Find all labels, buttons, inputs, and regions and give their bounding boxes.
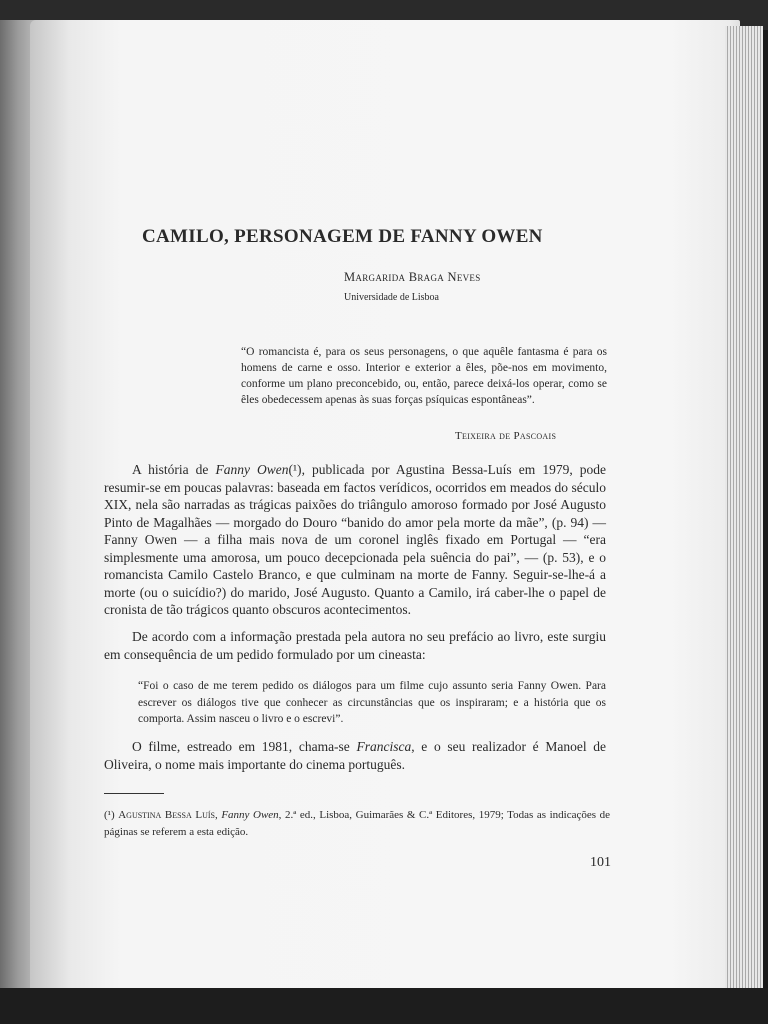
footnote bbox=[104, 807, 610, 841]
body-paragraph-1 bbox=[104, 461, 606, 619]
film-title-italic: Francisca bbox=[356, 739, 412, 754]
author-name: Margarida Braga Neves bbox=[344, 270, 481, 284]
scan-bottom-edge bbox=[0, 988, 768, 1024]
body-text-run: A história de bbox=[132, 462, 216, 477]
footnote-separator bbox=[104, 793, 164, 794]
footnote-text: , 2.ª ed., Lisboa, Guimarães & C.ª Editores, 1979; Todas as indicações de páginas se referem a esta edição. bbox=[104, 809, 611, 838]
block-quote: “Foi o caso de me terem pedido os diálogos para um filme cujo assunto seria Fanny Owen. Para escrever os diálogos tive que conhecer as circunstâncias que os inspiraram; e a história que os comporta. Assim nasceu o livro e o escrevi”. bbox=[138, 680, 606, 725]
footnote-reference: (¹) bbox=[288, 462, 302, 477]
body-paragraph-2 bbox=[104, 628, 606, 663]
footnote-work-title: Fanny Owen bbox=[221, 809, 279, 821]
footnote-marker: (¹) bbox=[104, 809, 119, 821]
article-title: CAMILO, PERSONAGEM DE FANNY OWEN bbox=[142, 226, 543, 247]
epigraph: “O romancista é, para os seus personagens, o que aquêle fantasma é para os homens de carne e osso. Interior e exterior a êles, põe-nos em movimento, conforme um plano preconcebido, ou, então, parece deixá-los operar, como se êles obedecessem apenas às suas forças psíquicas espontâneas”. bbox=[241, 346, 607, 406]
body-text-run: , e o seu realizador é Manoel de Oliveira, o nome mais importante do cinema português. bbox=[104, 739, 606, 772]
footnote-author: Agustina Bessa Luís bbox=[118, 809, 215, 821]
book-title-italic: Fanny Owen bbox=[215, 462, 289, 477]
body-text-run: O filme, estreado em 1981, chama-se bbox=[132, 739, 357, 754]
body-text-run: , publicada por Agustina Bessa-Luís em 1979, pode resumir-se em poucas palavras: baseada em factos verídicos, ocorridos em meados do século XIX, nela são narradas as trágicas paixões do triângulo amoroso formado por José Augusto Pinto de Magalhães — morgado do Douro “banido do amor pela morte da mãe”, (p. 94) — Fanny Owen — a filha mais nova de um coronel inglês fixado em Portugal — “era simplesmente uma amorosa, um pouco decepcionada pela suência do pai”, — (p. 53), e o romancista Camilo Castelo Branco, e que culminam na morte de Fanny. Seguir-se-lhe-á a morte (ou o suicídio?) do marido, José Augusto. Quanto a Camilo, irá caber-lhe o papel de cronista de tão trágicos quanto obscuros acontecimentos. bbox=[104, 462, 607, 617]
paragraph-text: De acordo com a informação prestada pela autora no seu prefácio ao livro, este surgiu em consequência de um pedido formulado por um cineasta: bbox=[104, 629, 606, 662]
author-affiliation: Universidade de Lisboa bbox=[344, 292, 439, 303]
page-number: 101 bbox=[590, 855, 611, 870]
epigraph-attribution: Teixeira de Pascoais bbox=[455, 430, 557, 442]
page-edges bbox=[725, 26, 763, 994]
body-paragraph-3 bbox=[104, 738, 606, 773]
footnote-separator-text: , bbox=[214, 809, 222, 821]
